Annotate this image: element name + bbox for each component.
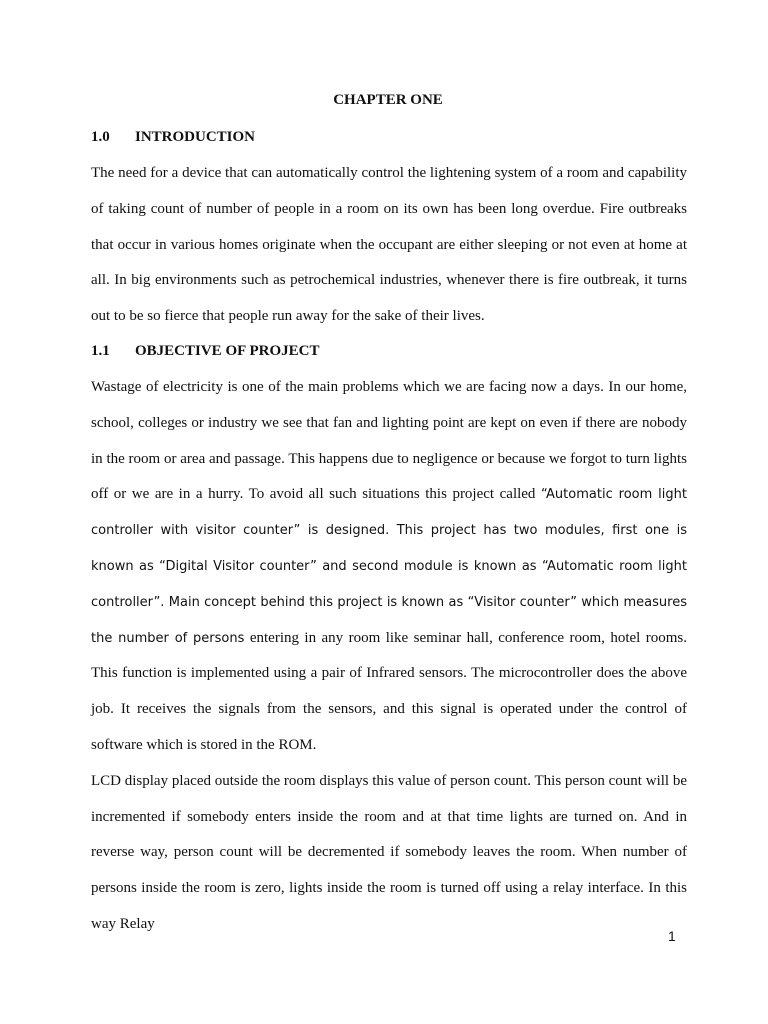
paragraph (91, 370, 687, 764)
section-title: OBJECTIVE OF PROJECT (135, 343, 320, 359)
objective-body (91, 370, 687, 943)
section-heading-introduction (91, 129, 255, 146)
chapter-title: CHAPTER ONE (333, 92, 443, 108)
section-title: INTRODUCTION (135, 129, 256, 145)
page-number: 1 (668, 928, 676, 944)
introduction-body (91, 156, 687, 335)
section-heading-objective (91, 343, 319, 360)
section-number: 1.0 (91, 129, 110, 145)
section-number: 1.1 (91, 343, 110, 359)
paragraph: The need for a device that can automatically control the lightening system of a room and capability of taking count of number of people in a room on its own has been long overdue. Fire outbreaks that occur in various homes originate when the occupant are either sleeping or not even at home at all. In big environments such as petrochemical industries, whenever there is fire outbreak, it turns out to be so fierce that people run away for the sake of their lives. (91, 165, 687, 325)
paragraph: LCD display placed outside the room displays this value of person count. This person count will be incremented if somebody enters inside the room and at that time lights are turned on. And in reverse way, person count will be decremented if somebody leaves the room. When number of persons inside the room is zero, lights inside the room is turned off using a relay interface. In this way Relay (91, 772, 687, 932)
paragraph-alt-font-text: “Automatic room light controller with visitor counter” is designed. This project has two modules, first one is known as “Digital Visitor counter” and second module is known as “Automatic room light controller”. Main concept behind this project is known as “Visitor counter” which measures the number of persons (91, 487, 687, 646)
paragraph-tail: entering in any room like seminar hall, conference room, hotel rooms. This function is implemented using a pair of Infrared sensors. The microcontroller does the above job. It receives the signals from the sensors, and this signal is operated under the control of software which is stored in the ROM. (91, 629, 687, 753)
paragraph-lead: Wastage of electricity is one of the main problems which we are facing now a days. In our home, school, colleges or industry we see that fan and lighting point are kept on even if there are nobody in the room or area and passage. This happens due to negligence or because we forgot to turn lights off or we are in a hurry. To avoid all such situations this project called (91, 379, 687, 503)
